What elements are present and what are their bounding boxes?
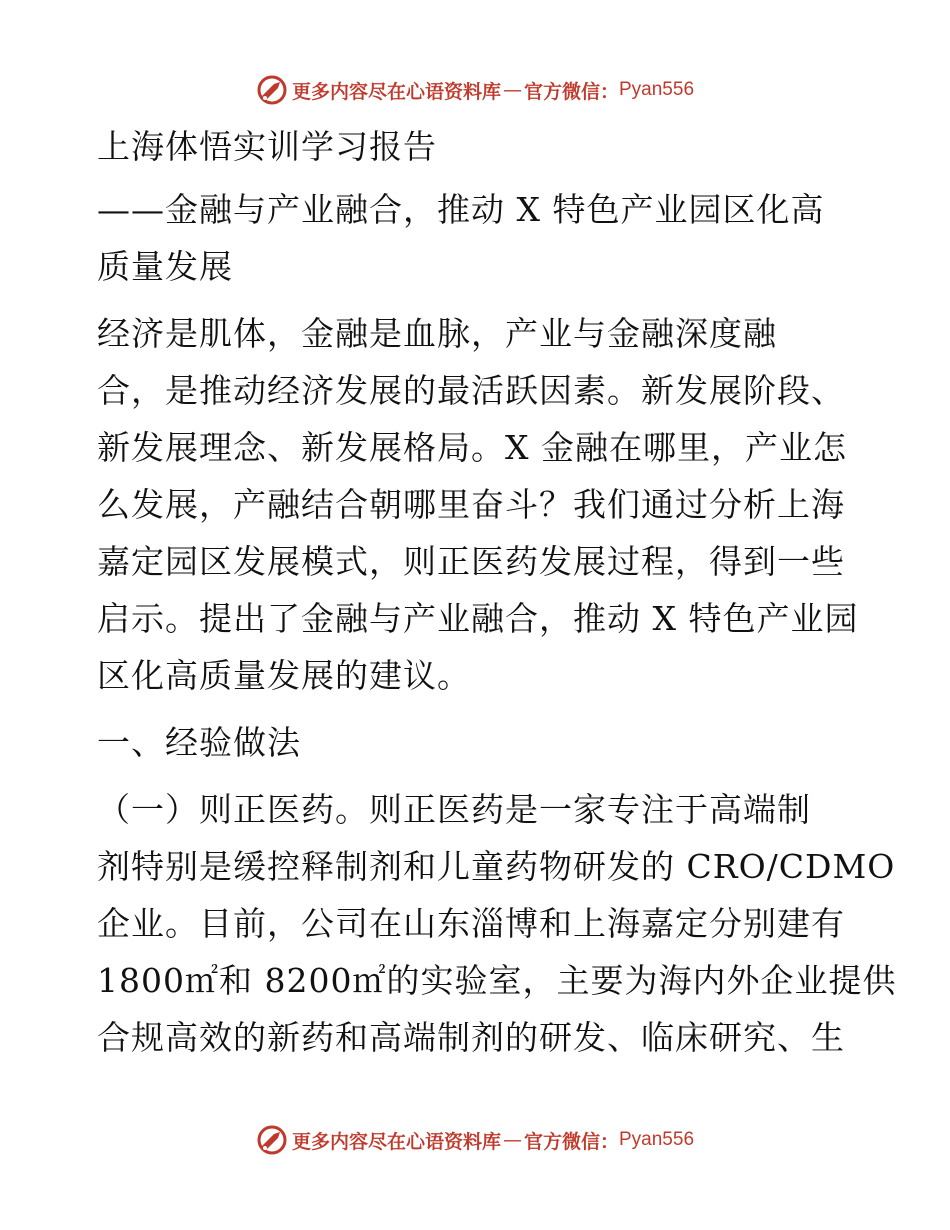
logo-icon: [256, 74, 288, 106]
watermark-main-text: 更多内容尽在心语资料库: [291, 1130, 501, 1153]
document-subtitle-line: ——金融与产业融合，推动 X 特色产业园区化高: [97, 190, 825, 229]
header-watermark: [0, 70, 950, 110]
watermark-id: Pyan556: [619, 1129, 695, 1150]
paragraph-line: 新发展理念、新发展格局。X 金融在哪里，产业怎: [97, 428, 847, 467]
paragraph-line: 启示。提出了金融与产业融合，推动 X 特色产业园: [97, 599, 859, 638]
watermark-dash: —: [502, 1129, 522, 1151]
section-heading: 一、经验做法: [97, 723, 301, 762]
document-title: 上海体悟实训学习报告: [97, 127, 437, 166]
logo-icon: [256, 1124, 288, 1156]
watermark-sub-text: 官方微信：: [523, 80, 619, 103]
paragraph-line: 嘉定园区发展模式，则正医药发展过程，得到一些: [97, 542, 845, 581]
paragraph-line: 经济是肌体，金融是血脉，产业与金融深度融: [97, 314, 777, 353]
paragraph-line: 合规高效的新药和高端制剂的研发、临床研究、生: [97, 1018, 845, 1057]
paragraph-line: 区化高质量发展的建议。: [97, 656, 471, 695]
document-body: [97, 118, 897, 1066]
watermark-main-text: 更多内容尽在心语资料库: [291, 80, 501, 103]
document-subtitle-line: 质量发展: [97, 247, 233, 286]
watermark-dash: —: [502, 79, 522, 101]
footer-watermark: [0, 1120, 950, 1160]
paragraph-line: 剂特别是缓控释制剂和儿童药物研发的 CRO/CDMO: [97, 847, 896, 886]
paragraph-line: 合，是推动经济发展的最活跃因素。新发展阶段、: [97, 371, 845, 410]
paragraph-line: 么发展，产融结合朝哪里奋斗？我们通过分析上海: [97, 485, 845, 524]
watermark-sub-text: 官方微信：: [523, 1130, 619, 1153]
paragraph-line: 企业。目前，公司在山东淄博和上海嘉定分别建有: [97, 904, 845, 943]
paragraph-line: 1800㎡和 8200㎡的实验室，主要为海内外企业提供: [97, 961, 897, 1000]
watermark-id: Pyan556: [619, 79, 695, 100]
paragraph-line: （一）则正医药。则正医药是一家专注于高端制: [97, 790, 811, 829]
